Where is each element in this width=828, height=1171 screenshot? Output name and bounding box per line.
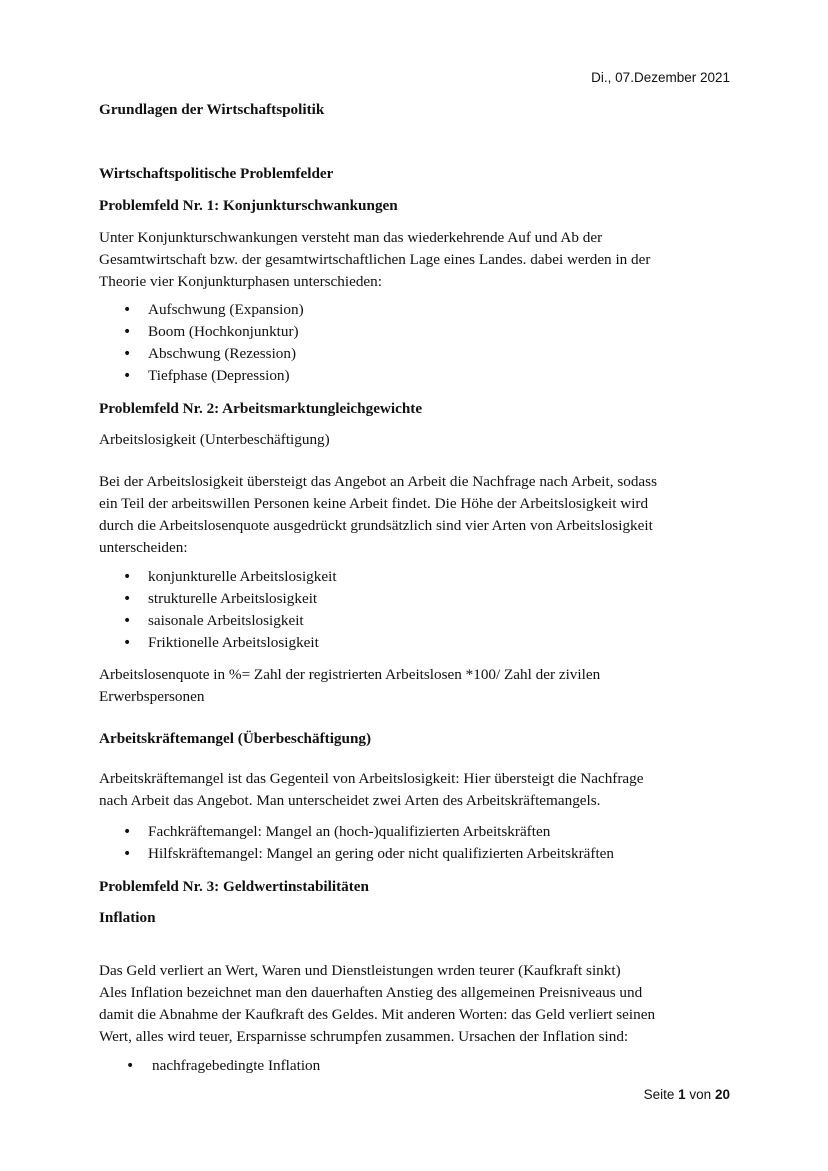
unemployment-types-list bbox=[99, 566, 337, 654]
list-item: • Boom (Hochkonjunktur) bbox=[99, 321, 304, 343]
problem1-paragraph bbox=[99, 227, 739, 293]
list-item: • saisonale Arbeitslosigkeit bbox=[99, 610, 337, 632]
inflation-paragraph bbox=[99, 960, 739, 1048]
unemployment-paragraph bbox=[99, 471, 739, 559]
problem2-heading: Problemfeld Nr. 2: Arbeitsmarktungleichgewichte bbox=[99, 400, 423, 417]
text-line: Gesamtwirtschaft bzw. der gesamtwirtschaftlichen Lage eines Landes. dabei werden in der bbox=[99, 251, 651, 268]
page-of-label: von bbox=[689, 1087, 712, 1102]
problem3-heading: Problemfeld Nr. 3: Geldwertinstabilitäten bbox=[99, 878, 369, 895]
text-line: ein Teil der arbeitswillen Personen keine Arbeit findet. Die Höhe der Arbeitslosigkeit wird bbox=[99, 495, 649, 512]
list-item: • strukturelle Arbeitslosigkeit bbox=[99, 588, 337, 610]
text-line: Unter Konjunkturschwankungen versteht man das wiederkehrende Auf und Ab der bbox=[99, 229, 603, 246]
unemployment-subheading: Arbeitslosigkeit (Unterbeschäftigung) bbox=[99, 431, 330, 448]
list-item: • konjunkturelle Arbeitslosigkeit bbox=[99, 566, 337, 588]
text-line: Das Geld verliert an Wert, Waren und Dienstleistungen wrden teurer (Kaufkraft sinkt) bbox=[99, 962, 621, 979]
text-line: Ales Inflation bezeichnet man den dauerhaften Anstieg des allgemeinen Preisniveaus und bbox=[99, 984, 643, 1001]
section-title: Wirtschaftspolitische Problemfelder bbox=[99, 165, 334, 182]
text-line: nach Arbeit das Angebot. Man unterscheidet zwei Arten des Arbeitskräftemangels. bbox=[99, 792, 601, 809]
text-line: Arbeitskräftemangel ist das Gegenteil von Arbeitslosigkeit: Hier übersteigt die Nachfrage bbox=[99, 770, 644, 787]
text-line: Theorie vier Konjunkturphasen unterschieden: bbox=[99, 273, 382, 290]
inflation-causes-list bbox=[99, 1055, 320, 1077]
total-page-count: 20 bbox=[714, 1087, 730, 1102]
page-number-footer bbox=[644, 1084, 730, 1106]
text-line: Erwerbspersonen bbox=[99, 688, 205, 705]
text-line: unterscheiden: bbox=[99, 539, 188, 556]
list-item: • Aufschwung (Expansion) bbox=[99, 299, 304, 321]
inflation-subheading: Inflation bbox=[99, 909, 156, 926]
document-date: Di., 07.Dezember 2021 bbox=[591, 70, 730, 85]
labor-shortage-heading: Arbeitskräftemangel (Überbeschäftigung) bbox=[99, 730, 372, 747]
unemployment-rate-formula bbox=[99, 664, 739, 708]
text-line: durch die Arbeitslosenquote ausgedrückt grundsätzlich sind vier Arten von Arbeitslosigkeit bbox=[99, 517, 653, 534]
text-line: damit die Abnahme der Kaufkraft des Geldes. Mit anderen Worten: das Geld verliert seinen bbox=[99, 1006, 656, 1023]
problem1-heading: Problemfeld Nr. 1: Konjunkturschwankungen bbox=[99, 197, 398, 214]
list-item: • Abschwung (Rezession) bbox=[99, 343, 304, 365]
text-line: Wert, alles wird teuer, Ersparnisse schrumpfen zusammen. Ursachen der Inflation sind: bbox=[99, 1028, 629, 1045]
text-line: Arbeitslosenquote in %= Zahl der registrierten Arbeitslosen *100/ Zahl der zivilen bbox=[99, 666, 601, 683]
page-label: Seite bbox=[643, 1087, 675, 1102]
text-line: Bei der Arbeitslosigkeit übersteigt das Angebot an Arbeit die Nachfrage nach Arbeit, sodass bbox=[99, 473, 657, 490]
labor-shortage-types-list bbox=[99, 821, 614, 865]
list-item: • Fachkräftemangel: Mangel an (hoch-)qualifizierten Arbeitskräften bbox=[99, 821, 614, 843]
current-page-number: 1 bbox=[678, 1087, 686, 1102]
business-cycle-phases-list bbox=[99, 299, 304, 387]
list-item: • Tiefphase (Depression) bbox=[99, 365, 304, 387]
document-title: Grundlagen der Wirtschaftspolitik bbox=[99, 101, 325, 118]
list-item: • nachfragebedingte Inflation bbox=[99, 1055, 320, 1077]
list-item: • Hilfskräftemangel: Mangel an gering oder nicht qualifizierten Arbeitskräften bbox=[99, 843, 614, 865]
labor-shortage-paragraph bbox=[99, 768, 739, 812]
list-item: • Friktionelle Arbeitslosigkeit bbox=[99, 632, 337, 654]
